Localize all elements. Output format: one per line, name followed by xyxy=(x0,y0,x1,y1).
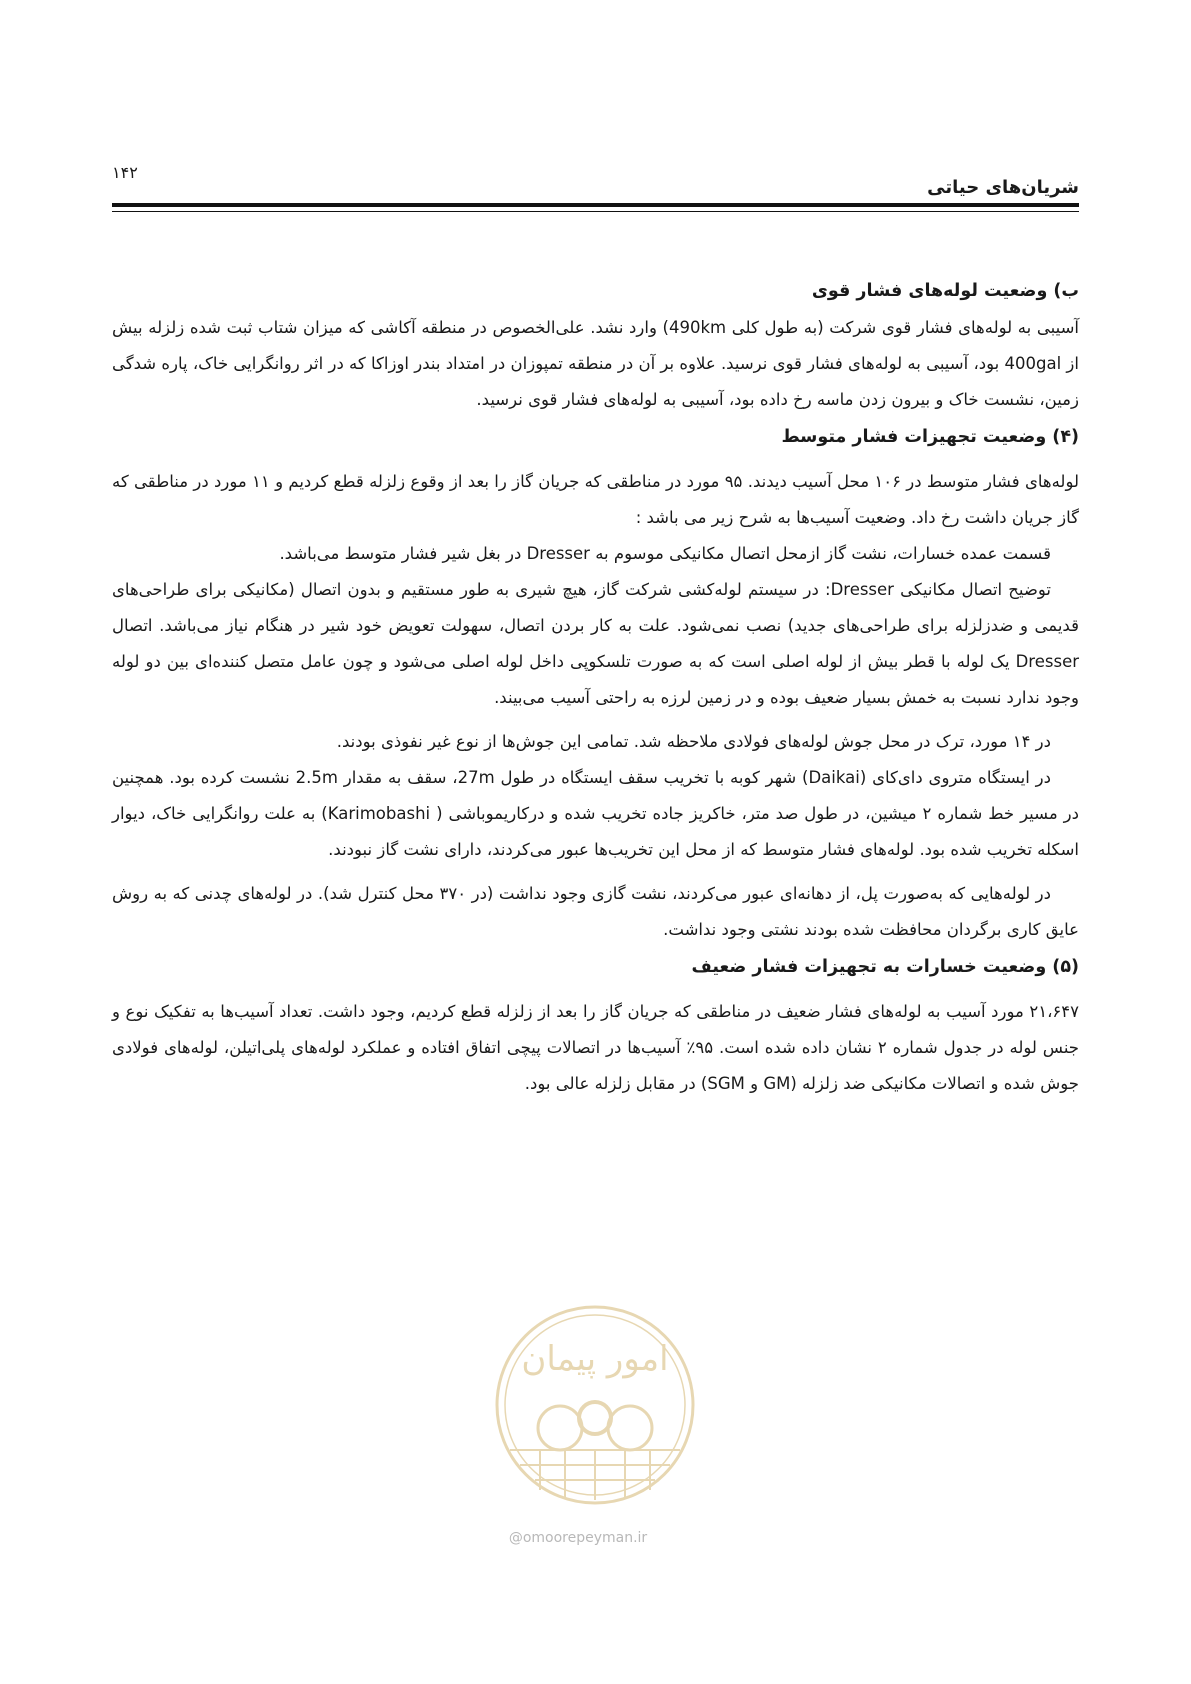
paragraph: توضیح اتصال مکانیکی Dresser: در سیستم لوله‌کشی شرکت گاز، هیچ شیری به طور مستقیم و بدون اتصال (مکانیکی برای طراحی‌های قدیمی و ضدزلزله برای طراحی‌های جدید) نصب نمی‌شود. علت به کار بردن اتصال، سهولت تعویض خود شیر در هنگام نیاز می‌باشد. اتصال Dresser یک لوله با قطر بیش از لوله اصلی است که به صورت تلسکوپی داخل لوله اصلی می‌شود و چون عامل متصل کننده‌ای بین دو لوله وجود ندارد نسبت به خمش بسیار ضعیف بوده و در زمین لرزه به راحتی آسیب می‌بیند. xyxy=(112,580,1079,707)
watermark-logo-text: امور پیمان xyxy=(521,1339,669,1379)
section-heading-low-pressure: (۵) وضعیت خسارات به تجهیزات فشار ضعیف xyxy=(691,957,1079,977)
paragraph: در ایستگاه متروی دای‌کای (Daikai) شهر کوبه با تخریب سقف ایستگاه در طول 27m، سقف به مقدار 2.5m نشست کرده بود. همچنین در مسیر خط شماره ۲ میشین، در طول صد متر، خاکریز جاده تخریب شده و درکاریموباشی ( Karimobashi) به علت روانگرایی خاک، دیوار اسکله تخریب شده بود. لوله‌های فشار متوسط که از محل این تخریب‌ها عبور می‌کردند، دارای نشت گاز نبودند. xyxy=(112,768,1079,859)
paragraph: ۲۱،۶۴۷ مورد آسیب به لوله‌های فشار ضعیف در مناطقی که جریان گاز را بعد از زلزله قطع کردیم، وجود داشت. تعداد آسیب‌ها به تفکیک نوع و جنس لوله در جدول شماره ۲ نشان داده شده است. ۹۵٪ آسیب‌ها در اتصالات پیچی اتفاق افتاده و عملکرد لوله‌های پلی‌اتیلن، لوله‌های فولادی جوش شده و اتصالات مکانیکی ضد زلزله (GM و SGM) در مقابل زلزله عالی بود. xyxy=(112,1002,1080,1093)
watermark-url: @omoorepeyman.ir xyxy=(508,1530,648,1546)
page-number: ۱۴۲ xyxy=(112,163,138,182)
header-rule-thin xyxy=(112,211,1079,212)
paragraph: در ۱۴ مورد، ترک در محل جوش لوله‌های فولادی ملاحظه شد. تمامی این جوش‌ها از نوع غیر نفوذی بودند. xyxy=(336,732,1051,751)
section-heading-high-pressure: ب) وضعیت لوله‌های فشار قوی xyxy=(811,281,1079,301)
page-header xyxy=(112,163,1079,203)
watermark-logo xyxy=(490,1300,700,1510)
section-heading-medium-pressure: (۴) وضعیت تجهیزات فشار متوسط xyxy=(781,427,1079,447)
paragraph: آسیبی به لوله‌های فشار قوی شرکت (به طول کلی 490km) وارد نشد. علی‌الخصوص در منطقه آکاشی که میزان شتاب ثبت شده زلزله بیش از 400gal بود، آسیبی به لوله‌های فشار قوی نرسید. علاوه بر آن در منطقه تمپوزان در امتداد بندر اوزاکا که در اثر روانگرایی خاک، پاره شدگی زمین، نشست خاک و بیرون زدن ماسه رخ داده بود، آسیبی به لوله‌های فشار قوی نرسید. xyxy=(112,318,1079,409)
paragraph: لوله‌های فشار متوسط در ۱۰۶ محل آسیب دیدند. ۹۵ مورد در مناطقی که جریان گاز را بعد از وقوع زلزله قطع کردیم و ۱۱ مورد در مناطقی که گاز جریان داشت رخ داد. وضعیت آسیب‌ها به شرح زیر می باشد : xyxy=(112,472,1080,527)
running-title: شریان‌های حیاتی xyxy=(927,177,1079,198)
header-rule xyxy=(112,203,1079,207)
page-body xyxy=(112,272,1079,1102)
paragraph: در لوله‌هایی که به‌صورت پل، از دهانه‌ای عبور می‌کردند، نشت گازی وجود نداشت (در ۳۷۰ محل کنترل شد). در لوله‌های چدنی که به روش عایق کاری برگردان محافظت شده بودند نشتی وجود نداشت. xyxy=(112,884,1079,939)
paragraph: قسمت عمده خسارات، نشت گاز ازمحل اتصال مکانیکی موسوم به Dresser در بغل شیر فشار متوسط می‌باشد. xyxy=(279,544,1051,563)
